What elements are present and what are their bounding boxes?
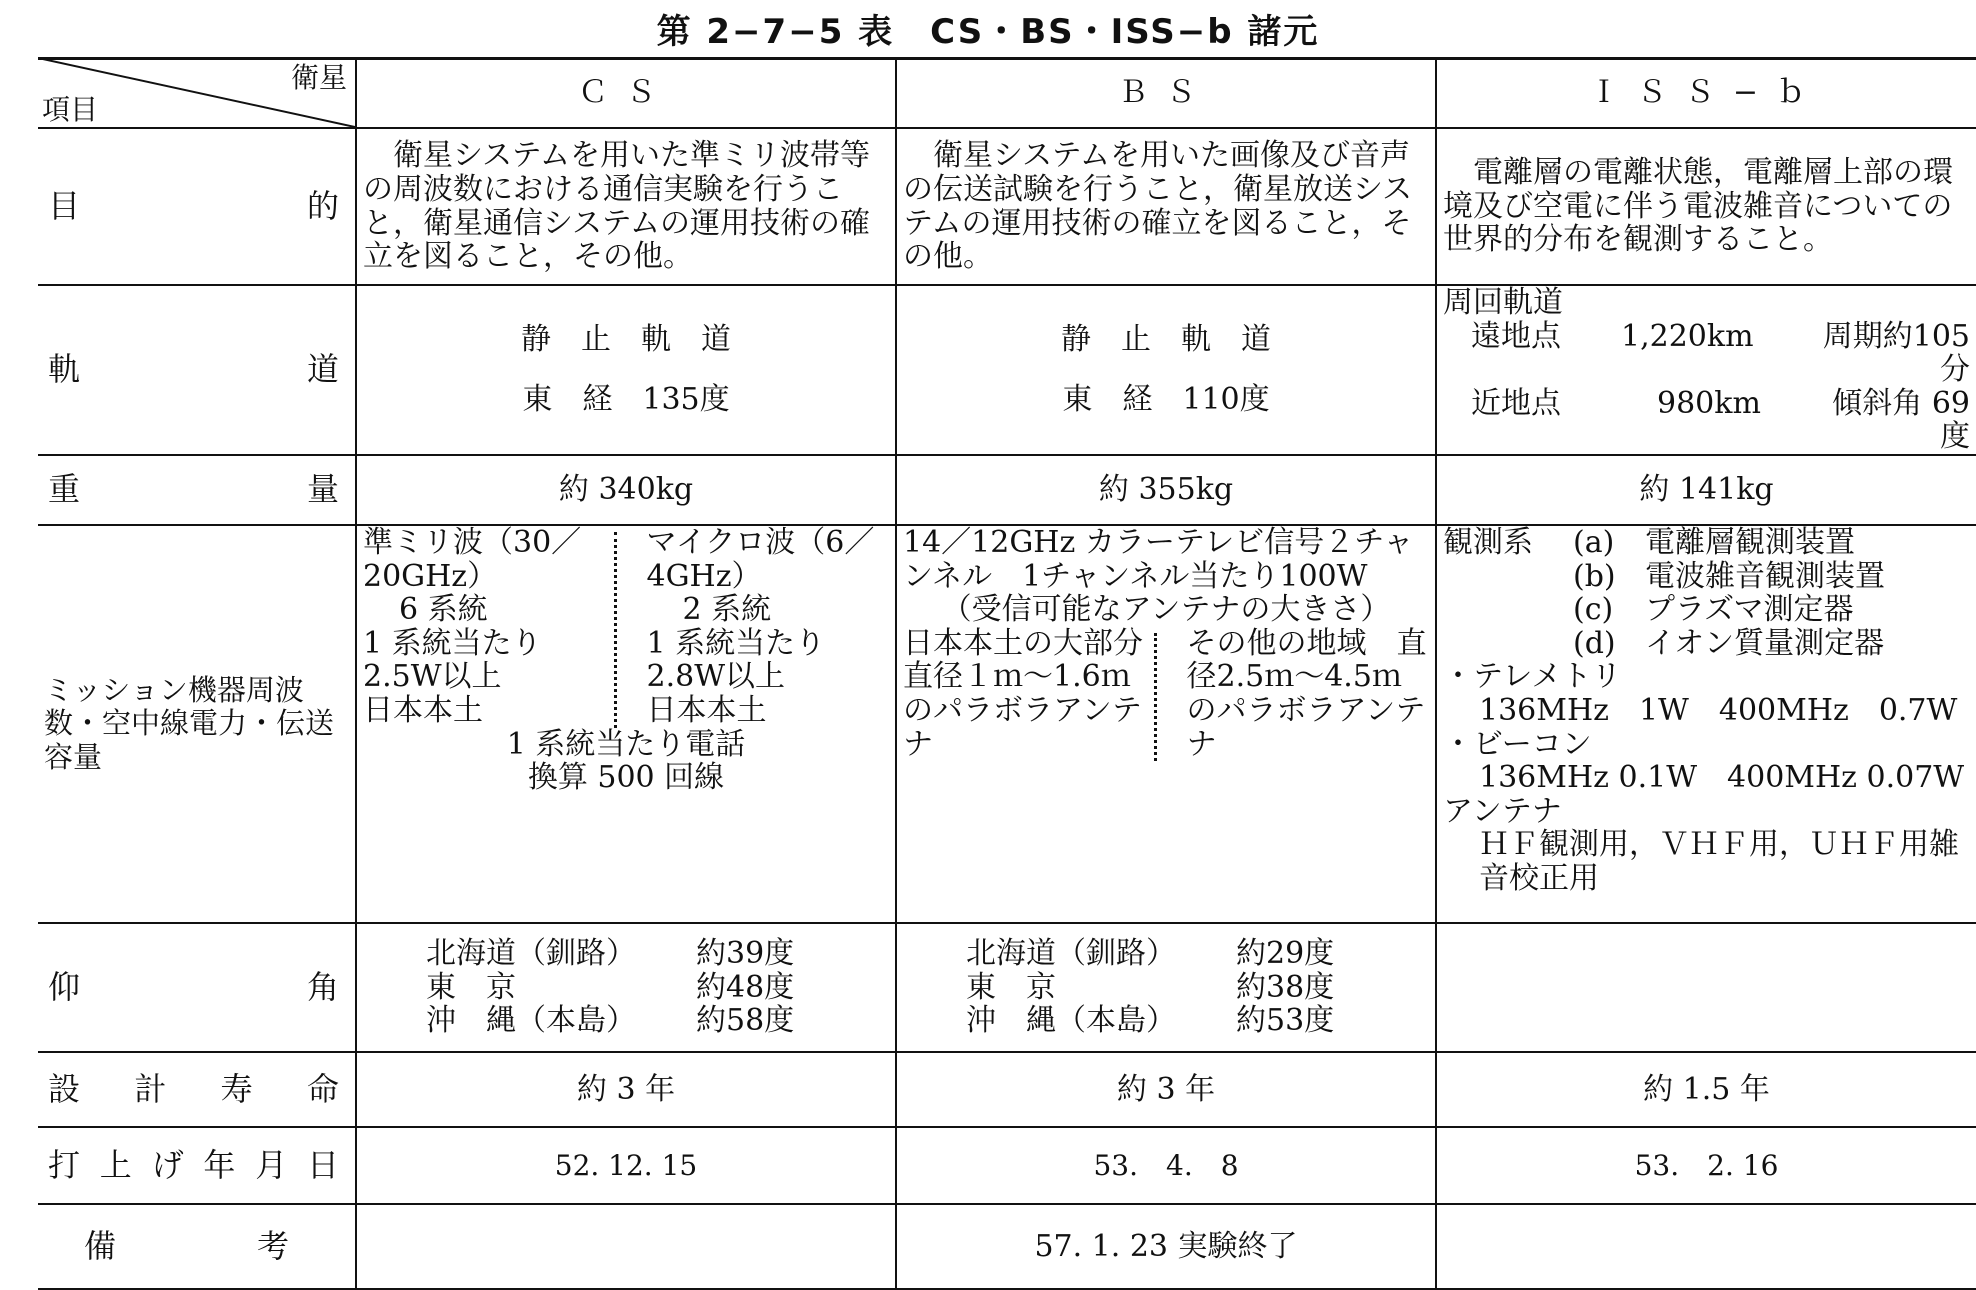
mission-cs-left-line: 日本本土 [363,692,483,728]
row-label-char: 命 [306,1069,339,1108]
row-label-char: 設 [48,1069,81,1108]
row-label-char: 仰 [48,967,81,1006]
dotted-separator [1154,633,1179,761]
corner-header-cell [38,58,356,128]
header-row [38,58,1976,128]
elevation-place: 東 京 [966,969,1056,1005]
table-row-elevation [38,923,1976,1052]
iss-observation-row [1443,560,1970,594]
weight-bs: 約 355kg [896,455,1436,525]
iss-obs-value: 電離層観測装置 [1645,524,1855,560]
iss-obs-value: 電波雑音観測装置 [1645,558,1885,594]
column-header-bs: ＢＳ [896,58,1436,128]
iss-obs-value: プラズマ測定器 [1645,592,1854,628]
row-label-char: 打 [48,1145,81,1184]
row-label-char: 月 [255,1145,288,1184]
row-label-orbit [38,285,356,455]
elevation-value: 約53度 [1236,1003,1335,1039]
elevation-place: 東 京 [426,969,516,1005]
mission-cs-right-line: 1 系統当たり [646,625,826,661]
row-label-char: 寿 [220,1069,253,1108]
iss-obs-key: (b) [1573,558,1616,594]
launch-date-bs: 53. 4. 8 [896,1127,1436,1204]
row-label-char: 道 [306,350,339,389]
orbit-period: 周期約105分 [1822,318,1970,388]
mission-bs-other-regions: その他の地域 直径2.5ｍ〜4.5ｍのパラボラアンテナ [1186,625,1427,762]
iss-observation-row [1443,526,1970,560]
mission-cs-right-line: 2 系統 [682,592,772,628]
elevation-value: 約29度 [1236,936,1335,972]
row-label-char: 備 [84,1226,117,1265]
iss-telemetry-label: ・テレメトリ [1443,659,1622,695]
orbit-bs [896,285,1436,455]
row-label-char: 的 [306,186,339,225]
elevation-place: 沖 縄（本島） [966,1003,1176,1039]
elevation-value: 約58度 [696,1003,795,1039]
column-header-iss: ＩＳＳ−ｂ [1436,58,1976,128]
orbit-cs-longitude: 東 経 135度 [522,381,730,417]
orbit-bs-type: 静 止 軌 道 [1061,322,1271,358]
mission-bs [896,525,1436,923]
row-label-char: 計 [134,1069,167,1108]
row-label-char: 重 [48,470,81,509]
orbit-iss [1436,285,1976,455]
orbit-bs-longitude: 東 経 110度 [1062,381,1270,417]
iss-obs-key: (c) [1573,592,1614,628]
row-label-char: 量 [306,470,339,509]
iss-obs-key: (d) [1573,625,1616,661]
mission-cs-left-line: 2.5W以上 [363,659,502,695]
row-label-elevation [38,923,356,1052]
iss-observation-row [1443,627,1970,661]
design-life-cs: 約 3 年 [356,1052,896,1127]
mission-cs-right-line: 2.8W以上 [646,659,786,695]
launch-date-cs: 52. 12. 15 [356,1127,896,1204]
row-label-char: 角 [306,967,339,1006]
table-row-notes [38,1204,1976,1289]
row-label-char: 年 [203,1145,236,1184]
elevation-place: 北海道（釧路） [966,936,1176,972]
apogee-label: 遠地点 [1471,318,1561,354]
iss-antenna-value: ＨＦ観測用，ＶＨＦ用，ＵＨＦ用雑音校正用 [1479,827,1959,896]
table-title: 第 2−7−5 表 CS・BS・ISS−b 諸元 [656,12,1320,52]
row-label-char: げ [151,1145,184,1184]
weight-cs: 約 340kg [356,455,896,525]
purpose-iss: 電離層の電離状態，電離層上部の環境及び空電に伴う電波雑音についての世界的分布を観測すること。 [1436,128,1976,285]
elevation-value: 約39度 [696,936,795,972]
iss-obs-key: (a) [1573,524,1615,560]
mission-cs-capacity-line: 1 系統当たり電話 [506,726,746,762]
row-label-weight [38,455,356,525]
notes-cs [356,1204,896,1289]
elevation-bs [896,923,1436,1052]
elevation-place: 北海道（釧路） [426,936,636,972]
corner-label-satellite: 衛星 [290,61,347,94]
mission-cs-capacity [363,728,889,795]
elevation-place: 沖 縄（本島） [426,1003,636,1039]
mission-bs-signal: 14／12GHz カラーテレビ信号２チャンネル 1チャンネル当たり100W [903,524,1414,594]
row-label-char: 上 [99,1145,132,1184]
table-row-orbit [38,285,1976,455]
mission-cs-mmwave [363,526,606,728]
dotted-separator [614,532,639,728]
notes-iss [1436,1204,1976,1289]
table-row-mission [38,525,1976,923]
mission-cs-right-line: 日本本土 [646,692,767,728]
iss-beacon-value: 136MHz 0.1W 400MHz 0.07W [1479,760,1965,796]
orbit-iss-type: 周回軌道 [1443,285,1563,320]
elevation-iss [1436,923,1976,1052]
apogee-value: 1,220km [1621,318,1754,354]
launch-date-iss: 53. 2. 16 [1436,1127,1976,1204]
row-label-launch-date [38,1127,356,1204]
purpose-cs: 衛星システムを用いた準ミリ波帯等の周波数における通信実験を行うこと，衛星通信システムの運用技術の確立を図ること，その他。 [356,128,896,285]
mission-cs-microwave [647,526,890,728]
mission-cs-capacity-line: 換算 500 回線 [527,760,725,796]
elevation-value: 約48度 [696,969,795,1005]
mission-iss [1436,525,1976,923]
weight-iss: 約 141kg [1436,455,1976,525]
table-row-weight [38,455,1976,525]
perigee-label: 近地点 [1471,385,1561,421]
row-label-design-life [38,1052,356,1127]
table-row-launch-date [38,1127,1976,1204]
column-header-cs: ＣＳ [356,58,896,128]
iss-beacon-label: ・ビーコン [1443,726,1592,762]
mission-bs-mainland: 日本本土の大部分 直径１ｍ〜1.6ｍ のパラボラアンテナ [903,625,1173,762]
row-label-char: 日 [306,1145,339,1184]
design-life-iss: 約 1.5 年 [1436,1052,1976,1127]
perigee-value: 980km [1657,385,1761,421]
table-row-design-life [38,1052,1976,1127]
row-label-mission: ミッション機器周波数・空中線電力・伝送容量 [38,525,356,923]
iss-obs-value: イオン質量測定器 [1645,625,1885,661]
row-label-char: 考 [256,1226,289,1265]
orbit-inclination: 傾斜角 69度 [1832,385,1970,455]
mission-cs-left-line: 準ミリ波（30／20GHz） [363,524,582,594]
orbit-cs [356,285,896,455]
iss-antenna-label: アンテナ [1443,793,1562,829]
iss-observation-label: 観測系 [1443,524,1533,560]
design-life-bs: 約 3 年 [896,1052,1436,1127]
spec-table [38,58,1976,1290]
purpose-bs: 衛星システムを用いた画像及び音声の伝送試験を行うこと，衛星放送システムの運用技術の確立を図ること，その他。 [896,128,1436,285]
mission-bs-antenna-heading: （受信可能なアンテナの大きさ） [941,592,1391,628]
row-label-purpose [38,128,356,285]
table-row-purpose [38,128,1976,285]
orbit-cs-type: 静 止 軌 道 [521,322,731,358]
corner-label-item: 項目 [42,92,99,126]
iss-telemetry-value: 136MHz 1W 400MHz 0.7W [1479,692,1958,728]
elevation-value: 約38度 [1236,969,1335,1005]
mission-cs-right-line: マイクロ波（6／4GHz） [646,524,875,594]
iss-observation-row [1443,593,1970,627]
row-label-char: 軌 [48,350,81,389]
mission-cs-left-line: 6 系統 [399,592,488,628]
elevation-cs [356,923,896,1052]
mission-cs-left-line: 1 系統当たり [363,625,542,661]
mission-cs [356,525,896,923]
row-label-char: 目 [48,186,81,225]
row-label-notes [38,1204,356,1289]
notes-bs: 57. 1. 23 実験終了 [896,1204,1436,1289]
